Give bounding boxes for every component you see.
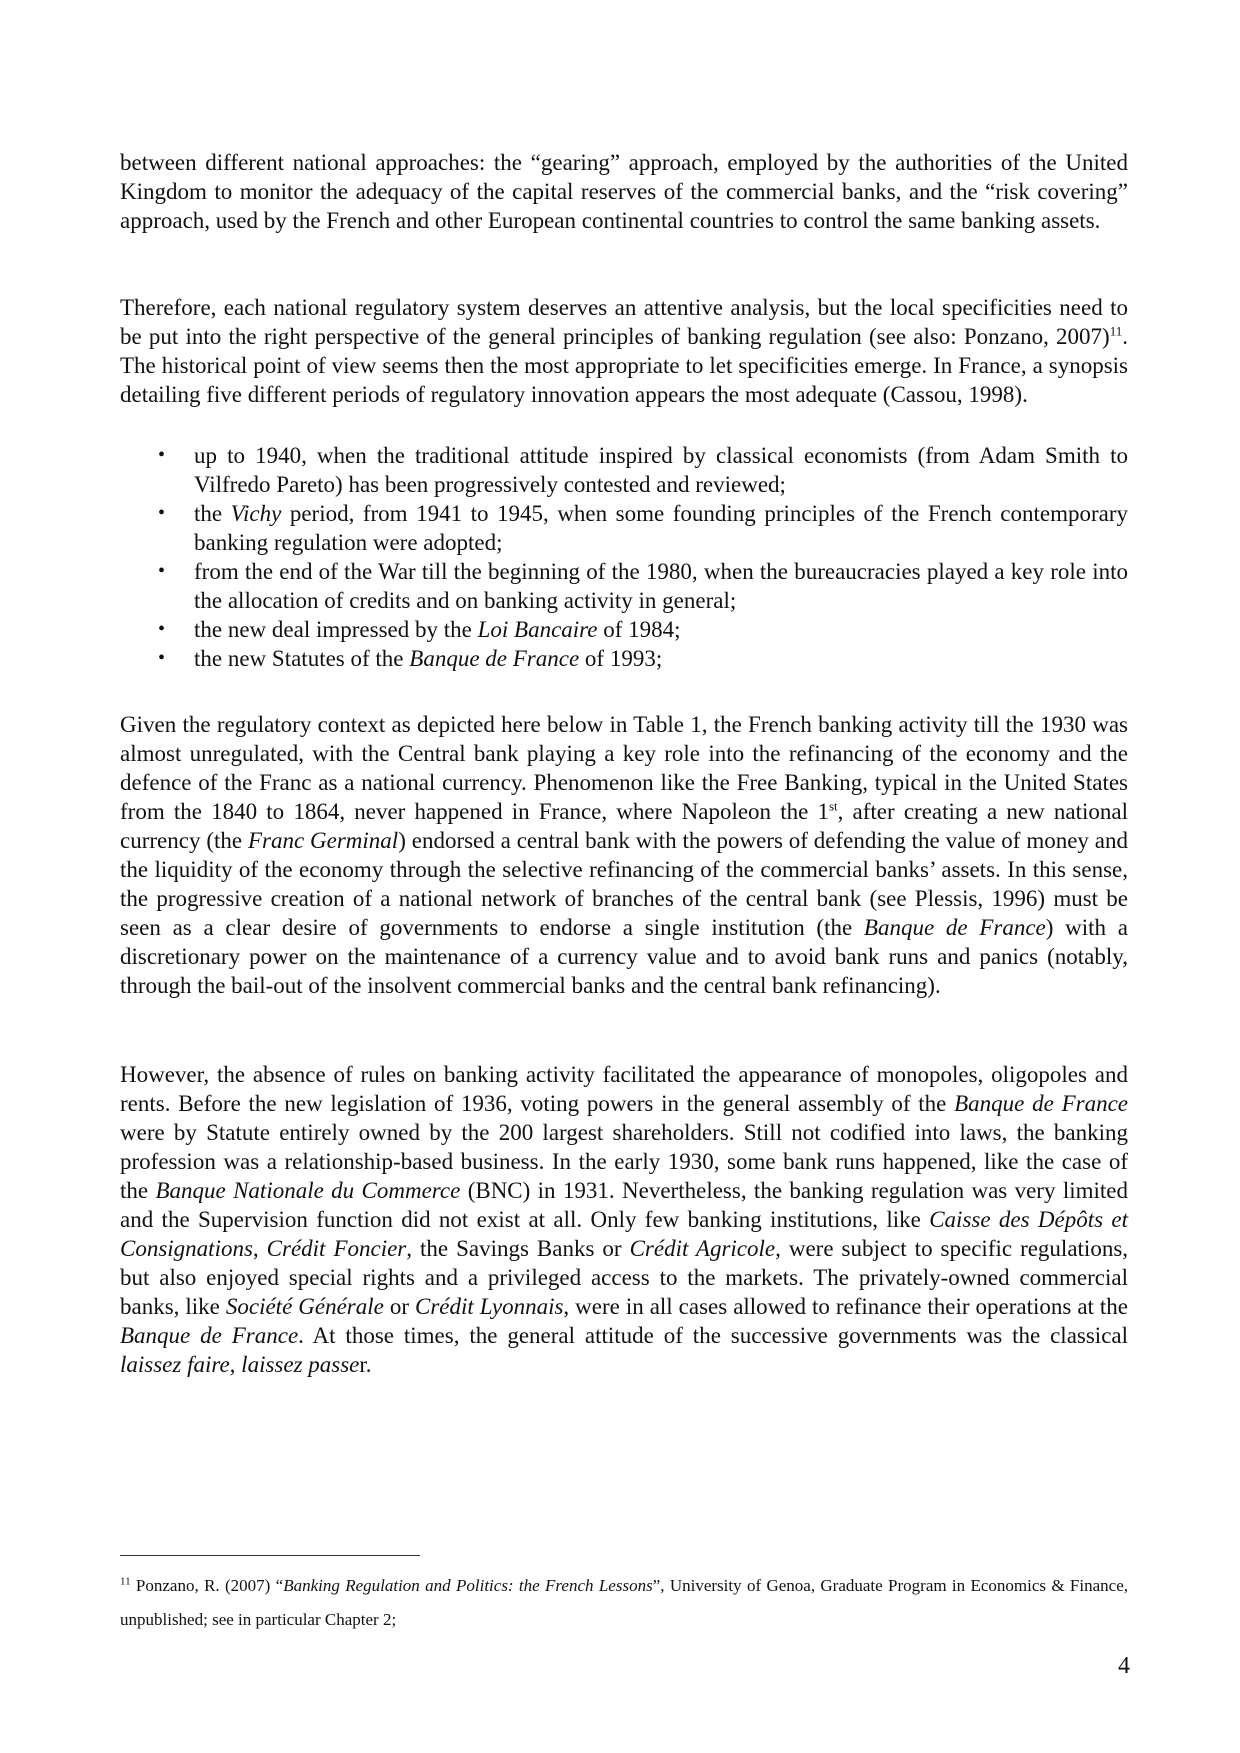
periods-bullet-list [120, 441, 1128, 673]
list-item [120, 644, 1128, 673]
paragraph-text: between different national approaches: the “gearing” approach, employed by the authorities of the United Kingdom to monitor the adequacy of the capital reserves of the commercial banks, and the “risk covering” approach, used by the French and other European continental countries to control the same banking assets. [120, 150, 1128, 233]
list-item-text: of 1984; [597, 617, 681, 642]
footnote-text: Ponzano, R. (2007) “ [130, 1576, 284, 1595]
paragraph-text: ) endorsed a central bank with the powers of defending the value of money and the liquidity of the economy through the selective refinancing of the commercial banks’ assets. In this sense, the progressive creation of a national network of branches of the central bank (see Plessis, 1996) must be seen as a clear desire of governments to endorse a single institution (the [120, 828, 1128, 940]
bullet-icon: • [158, 444, 166, 466]
italic-term: Banque de France [409, 646, 580, 671]
italic-term: laissez faire, laissez passe [120, 1352, 360, 1377]
list-item-text: the [194, 501, 231, 526]
paragraph-text: However, the absence of rules on banking activity facilitated the appearance of monopoles, oligopoles and rents. Before the new legislation of 1936, voting powers in the general assembly of the [120, 1062, 1128, 1116]
paragraph-national-approaches [120, 148, 1128, 235]
footnote-reference[interactable]: 11 [1109, 323, 1123, 339]
italic-term: Vichy [230, 501, 282, 526]
italic-term: Loi Bancaire [477, 617, 598, 642]
italic-term: Banque de France [120, 1323, 299, 1348]
bullet-icon: • [158, 560, 166, 582]
paragraph-regulatory-system [120, 293, 1128, 409]
list-item-text: from the end of the War till the beginning of the 1980, when the bureaucracies played a key role into the allocation of credits and on banking activity in general; [194, 559, 1128, 613]
paragraph-text: , after creating a new national currency (the [120, 799, 1128, 853]
paragraph-regulatory-context [120, 710, 1128, 1000]
paragraph-text: r. [359, 1352, 372, 1377]
paragraph-text: , [252, 1236, 267, 1261]
paragraph-text: ) with a discretionary power on the maintenance of a currency value and to avoid bank runs and panics (notably, through the bail-out of the insolvent commercial banks and the central bank refinancing). [120, 915, 1129, 998]
paragraph-absence-of-rules [120, 1060, 1128, 1379]
list-item-text: the new Statutes of the [194, 646, 410, 671]
bullet-icon: • [158, 502, 166, 524]
paragraph-text: , were in all cases allowed to refinance their operations at the [563, 1294, 1129, 1319]
italic-term: Banque de France [954, 1091, 1128, 1116]
list-item [120, 499, 1128, 557]
footnote-title: Banking Regulation and Politics: the French Lessons [283, 1576, 653, 1595]
italic-term: Crédit Agricole, [629, 1236, 781, 1261]
paragraph-text: . At those times, the general attitude of the successive governments was the classical [298, 1323, 1128, 1348]
paragraph-text: (BNC) in 1931. Nevertheless, the banking regulation was very limited and the Supervision function did not exist at all. Only few banking institutions, like [120, 1178, 1128, 1232]
paragraph-text: Given the regulatory context as depicted here below in Table 1, the French banking activity till the 1930 was almost unregulated, with the Central bank playing a key role into the refinancing of the economy and the defence of the Franc as a national currency. Phenomenon like the Free Banking, typical in the United States from the 1840 to 1864, never happened in France, where Napoleon the 1 [120, 712, 1128, 824]
italic-term: Caisse des Dépôts et Consignations [120, 1207, 1128, 1261]
italic-term: Banque de France [863, 915, 1046, 940]
italic-term: Crédit Foncier [266, 1236, 407, 1261]
italic-term: Franc Germinal [247, 828, 399, 853]
paragraph-text: or [383, 1294, 415, 1319]
ordinal-suffix: st [828, 798, 838, 814]
bullet-icon: • [158, 618, 166, 640]
italic-term: Crédit Lyonnais [414, 1294, 564, 1319]
footnote-text: ”, University of Genoa, Graduate Program in Economics & Finance, unpublished; see in particular Chapter 2; [120, 1576, 1129, 1629]
italic-term: Banque Nationale du Commerce [155, 1178, 461, 1203]
page-number: 4 [1118, 1653, 1130, 1679]
paragraph-text: Therefore, each national regulatory system deserves an attentive analysis, but the local specificities need to be put into the right perspective of the general principles of banking regulation (see also: Ponzano, 2007) [120, 295, 1128, 349]
list-item-text: up to 1940, when the traditional attitude inspired by classical economists (from Adam Smith to Vilfredo Pareto) has been progressively contested and reviewed; [194, 443, 1128, 497]
paragraph-text: were by Statute entirely owned by the 200 largest shareholders. Still not codified into laws, the banking profession was a relationship-based business. In the early 1930, some bank runs happened, like the case of the [120, 1120, 1128, 1203]
list-item-text: the new deal impressed by the [194, 617, 478, 642]
list-item [120, 615, 1128, 644]
list-item [120, 441, 1128, 499]
footnote [120, 1569, 1128, 1637]
paragraph-text: . The historical point of view seems then the most appropriate to let specificities emerge. In France, a synopsis detailing five different periods of regulatory innovation appears the most adequate (Cassou, 1998). [120, 324, 1128, 407]
bullet-icon: • [158, 647, 166, 669]
footnote-number: 11 [120, 1575, 131, 1588]
italic-term: Société Générale [225, 1294, 384, 1319]
paragraph-text: were subject to specific regulations, but also enjoyed special rights and a privileged access to the markets. The privately-owned commercial banks, like [120, 1236, 1129, 1319]
list-item-text: period, from 1941 to 1945, when some founding principles of the French contemporary banking regulation were adopted; [194, 501, 1128, 555]
list-item-text: of 1993; [579, 646, 663, 671]
paragraph-text: , the Savings Banks or [406, 1236, 630, 1261]
list-item [120, 557, 1128, 615]
footnote-divider [120, 1555, 420, 1556]
